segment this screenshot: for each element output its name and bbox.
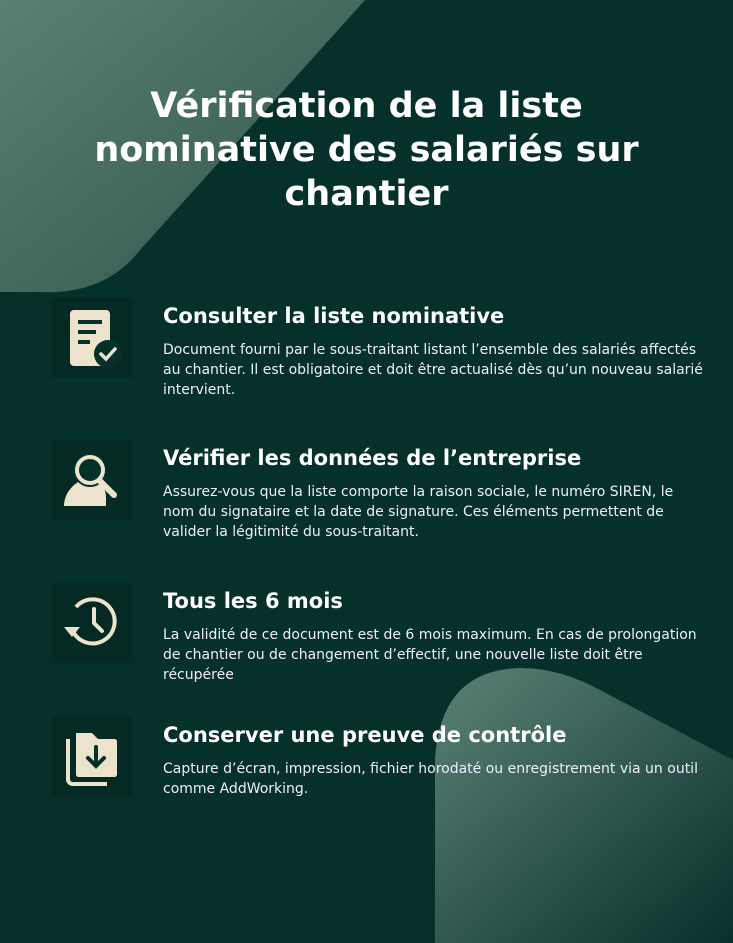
folder-download-icon: [52, 717, 132, 797]
document-check-icon: [52, 298, 132, 378]
item-description: Document fourni par le sous-traitant listant l’ensemble des salariés affectés au chantier. Il est obligatoire et doit être actualisé dès qu’un nouveau salarié intervient.: [163, 342, 703, 398]
item-description: La validité de ce document est de 6 mois maximum. En cas de prolongation de chantier ou de changement d’effectif, une nouvelle liste doit être récupérée: [163, 627, 697, 683]
item-title: Conserver une preuve de contrôle: [163, 723, 567, 747]
list-item: [52, 717, 712, 817]
history-clock-icon: [52, 583, 132, 663]
list-item: [52, 440, 712, 540]
item-description: Assurez-vous que la liste comporte la raison sociale, le numéro SIREN, le nom du signataire et la date de signature. Ces éléments permettent de valider la légitimité du sous-traitant.: [163, 484, 674, 540]
item-title: Tous les 6 mois: [163, 589, 343, 613]
list-item: [52, 583, 712, 683]
list-item: [52, 298, 712, 398]
item-title: Vérifier les données de l’entreprise: [163, 446, 582, 470]
item-description: Capture d’écran, impression, fichier horodaté ou enregistrement via un outil comme AddWorking.: [163, 761, 698, 797]
item-title: Consulter la liste nominative: [163, 304, 505, 328]
page-title: Vérification de la liste nominative des salariés sur chantier: [94, 86, 639, 214]
user-search-icon: [52, 440, 132, 520]
